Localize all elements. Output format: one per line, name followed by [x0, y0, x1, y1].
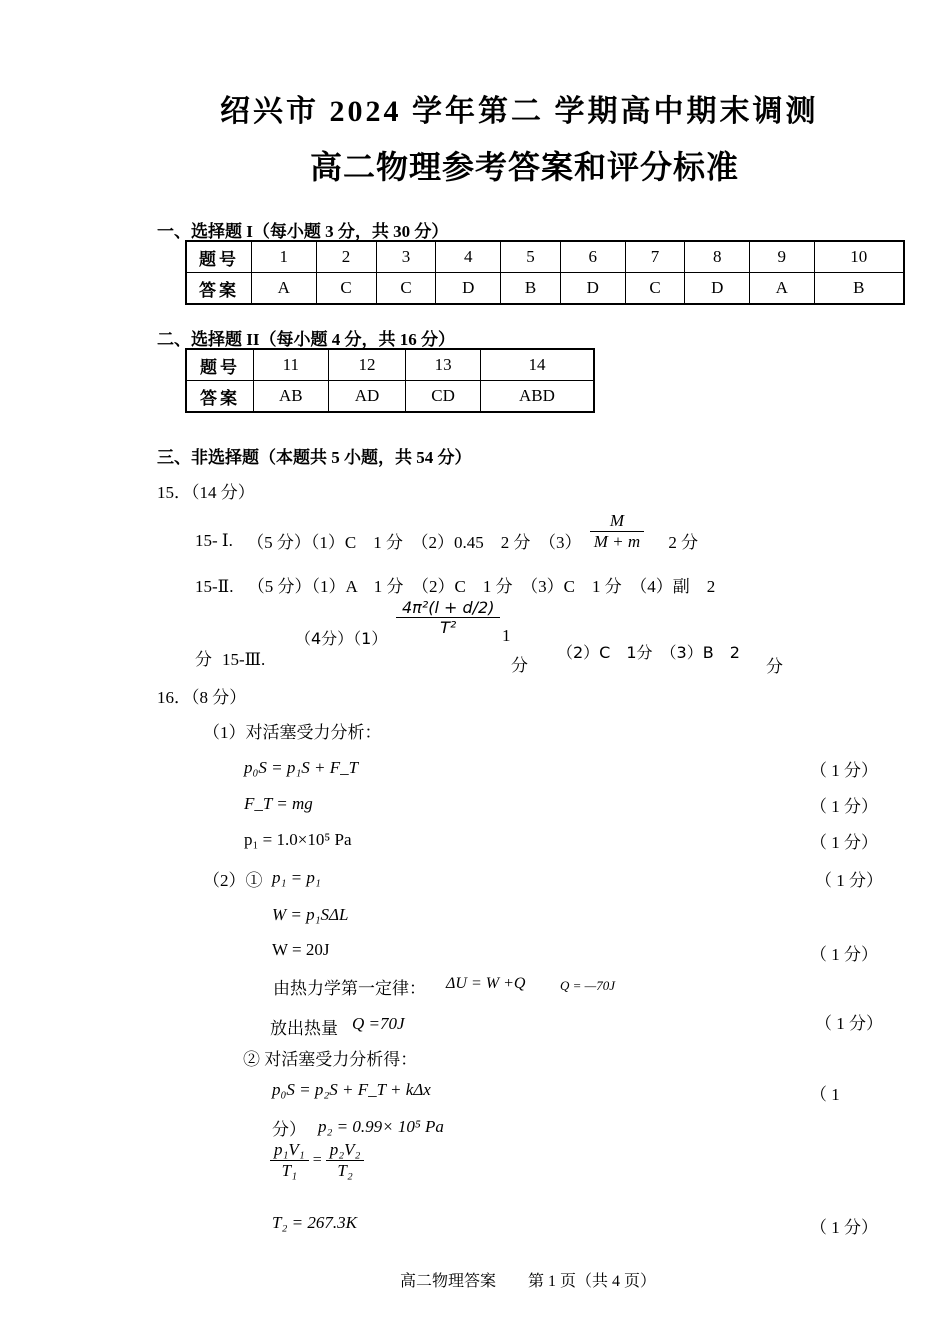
q15-part3-score: 1 [502, 626, 511, 645]
question-number-cell: 5 [501, 241, 561, 273]
row-label-number: 题号 [186, 349, 254, 381]
answer-cell: B [814, 273, 904, 305]
question-number-cell: 9 [750, 241, 815, 273]
q15-fen-prefix: 分 [195, 650, 212, 669]
question-number-cell: 13 [406, 349, 481, 381]
equation-2: F_T = mg [244, 794, 313, 813]
score-open: （ 1 [810, 1085, 840, 1104]
q15-part2-text: （5 分）（1）A 1 分 （2）C 1 分 （3）C 1 分 （4）副 2 [247, 577, 716, 596]
q15-part2 [195, 572, 715, 597]
section3-heading: 三、非选择题（本题共 5 小题，共 54 分） [157, 448, 472, 467]
answer-cell: C [376, 273, 436, 305]
answer-cell: D [436, 273, 501, 305]
answer-cell: C [316, 273, 376, 305]
answer-cell: A [750, 273, 815, 305]
q15-part1 [195, 510, 698, 562]
score-label: （ 1 分） [810, 797, 878, 816]
answer-table-1 [185, 240, 905, 305]
table-row [186, 241, 904, 273]
q15-part3-label: 15-Ⅲ. [222, 650, 266, 669]
score-label: （ 1 分） [810, 1218, 878, 1237]
score-label: （ 1 分） [815, 1014, 883, 1033]
question-number-cell: 6 [560, 241, 625, 273]
table-row [186, 349, 594, 381]
fraction-numerator: M [609, 511, 625, 530]
document-title: 绍兴市 2024 学年第二 学期高中期末调测 [220, 95, 819, 128]
table-row [186, 273, 904, 305]
equation-6: W = 20J [272, 940, 330, 959]
fraction-denominator: T₂ [326, 1160, 365, 1181]
answer-cell: C [625, 273, 685, 305]
q15-part3-rest-unit: 分 [766, 657, 783, 676]
question-number-cell: 1 [252, 241, 317, 273]
q16-part1-label: （1）对活塞受力分析： [203, 723, 382, 742]
section1-heading: 一、选择题 I（每小题 3 分，共 30 分） [157, 222, 449, 241]
equation-9 [270, 1140, 364, 1181]
q15-part3-rest: （2）C 1分 （3）B 2 [557, 643, 740, 662]
first-law-equation: ΔU = W +Q [446, 975, 526, 992]
fraction-denominator: M + m [590, 531, 644, 552]
q15-title: 15．（14 分） [157, 483, 255, 502]
q16-part2b-label: ② 对活塞受力分析得： [243, 1050, 418, 1069]
q16-part2-label: （2）① [203, 871, 263, 890]
answer-cell: D [685, 273, 750, 305]
equation-9-right [326, 1140, 365, 1181]
question-number-cell: 14 [480, 349, 594, 381]
fraction-denominator: T₁ [270, 1160, 309, 1181]
question-number-cell: 2 [316, 241, 376, 273]
score-label: （ 1 分） [810, 833, 878, 852]
answer-cell: D [560, 273, 625, 305]
equation-9-left [270, 1140, 309, 1181]
answer-cell: A [252, 273, 317, 305]
first-law-label: 由热力学第一定律： [273, 979, 426, 998]
fraction-numerator: 4π²(l + d/2) [402, 598, 495, 617]
q15-part3-fraction [396, 598, 500, 637]
section2-heading: 二、选择题 II（每小题 4 分，共 16 分） [157, 330, 455, 349]
fraction-denominator: T² [396, 617, 500, 637]
answer-cell: AB [254, 381, 329, 413]
document-subtitle: 高二物理参考答案和评分标准 [310, 149, 740, 185]
question-number-cell: 10 [814, 241, 904, 273]
question-number-cell: 11 [254, 349, 329, 381]
question-number-cell: 8 [685, 241, 750, 273]
fraction-numerator: p₂V₂ [329, 1140, 361, 1159]
score-label: （ 1 分） [815, 871, 883, 890]
equation-7: p₀S = p₂S + F_T + kΔx [272, 1080, 431, 1099]
q15-part3-lead: （4分）（1） [295, 629, 388, 648]
question-number-cell: 3 [376, 241, 436, 273]
answer-cell: AD [328, 381, 406, 413]
page-footer: 高二物理答案 第 1 页（共 4 页） [400, 1273, 657, 1290]
question-number-cell: 12 [328, 349, 406, 381]
q15-part1-text: （5 分）（1）C 1 分 （2）0.45 2 分 （3） [247, 533, 582, 552]
answer-cell: B [501, 273, 561, 305]
score-label: （ 1 分） [810, 945, 878, 964]
heat-released-label: 放出热量 [270, 1019, 338, 1038]
q16-title: 16．（8 分） [157, 688, 247, 707]
score-close: 分） [272, 1120, 306, 1139]
answer-table-2 [185, 348, 595, 413]
q15-part1-label: 15- Ⅰ. [195, 530, 233, 550]
q15-part1-fraction [590, 511, 644, 552]
equation-4: p₁ = p₁ [272, 868, 321, 887]
equation-1: p₀S = p₁S + F_T [244, 758, 359, 777]
score-label: （ 1 分） [810, 761, 878, 780]
table-row [186, 381, 594, 413]
equals-sign: = [312, 1151, 322, 1169]
equation-3: p₁ = 1.0×10⁵ Pa [244, 830, 352, 849]
answer-cell: ABD [480, 381, 594, 413]
row-label-answer: 答案 [186, 381, 254, 413]
heat-released-equation: Q =70J [352, 1014, 405, 1033]
equation-10: T₂ = 267.3K [272, 1213, 357, 1232]
row-label-answer: 答案 [186, 273, 252, 305]
q15-part3-score-unit: 分 [511, 656, 528, 675]
question-number-cell: 4 [436, 241, 501, 273]
heat-value: Q = —70J [560, 978, 615, 993]
equation-5: W = p₁SΔL [272, 905, 349, 924]
row-label-number: 题号 [186, 241, 252, 273]
equation-8: p₂ = 0.99× 10⁵ Pa [318, 1117, 444, 1136]
question-number-cell: 7 [625, 241, 685, 273]
q15-part2-label: 15-Ⅱ. [195, 577, 234, 596]
q15-part1-score: 2 分 [668, 533, 699, 552]
answer-cell: CD [406, 381, 481, 413]
fraction-numerator: p₁V₁ [274, 1140, 305, 1159]
